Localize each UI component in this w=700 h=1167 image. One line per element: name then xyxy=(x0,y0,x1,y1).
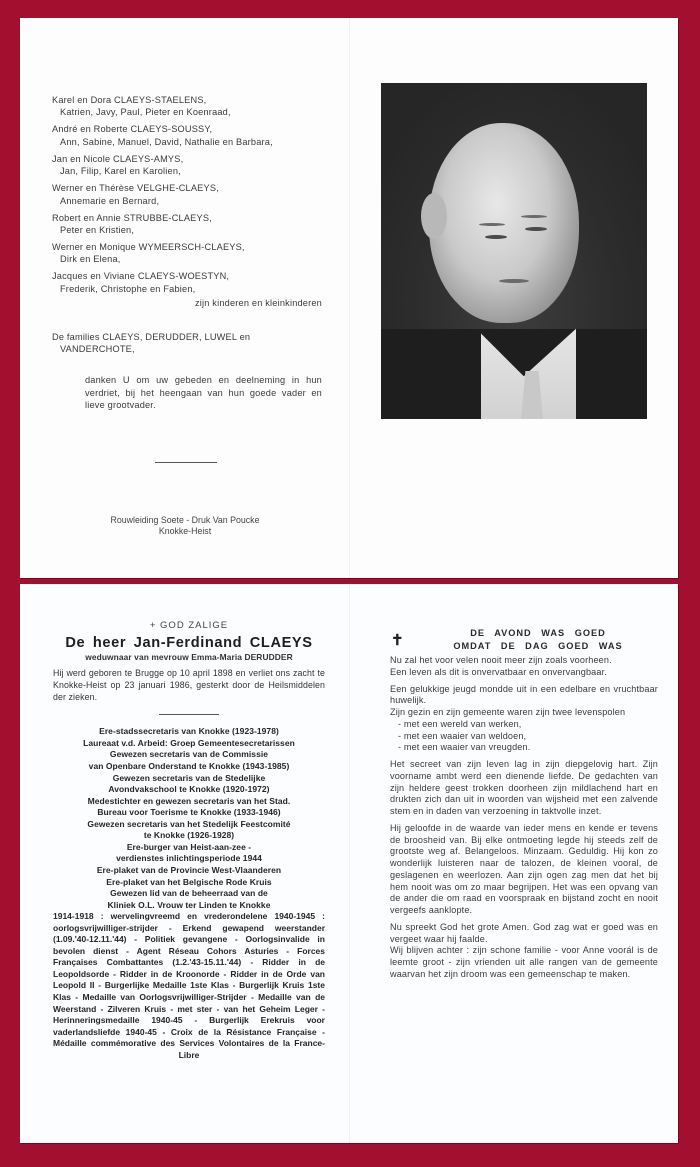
fold-line xyxy=(349,18,350,578)
career-line: Gewezen secretaris van de Commissie xyxy=(109,749,269,760)
career-line: Ere-burger van Heist-aan-zee - xyxy=(126,841,252,852)
poem-list xyxy=(390,719,658,754)
divider xyxy=(159,714,219,715)
family-group xyxy=(52,241,322,266)
fold-line xyxy=(349,584,350,1143)
career-line: Medestichter en gewezen secretaris van het Stad. xyxy=(87,795,291,806)
poem-paragraph: Nu zal het voor velen nooit meer zijn zoals voorheen. xyxy=(390,655,612,665)
memorial-card-outer-page xyxy=(20,584,678,1143)
poem-column xyxy=(390,627,658,986)
printer-line-2: Knokke-Heist xyxy=(158,525,212,536)
family-children: Frederik, Christophe en Fabien, xyxy=(60,283,196,294)
poem-header xyxy=(390,627,658,655)
career-line: verdienstes inlichtingsperiode 1944 xyxy=(116,853,262,864)
thanks-text: danken U om uw gebeden en deelneming in hun verdriet, bij het heengaan van hun goede vader en lieve grootvader. xyxy=(85,375,322,411)
career-line: Bureau voor Toerisme te Knokke (1933-1946) xyxy=(97,807,281,818)
poem-paragraph: Zijn gezin en zijn gemeente waren zijn twee levenspolen xyxy=(390,707,626,717)
career-line: Ere-plaket van het Belgische Rode Kruis xyxy=(106,876,272,887)
career-line: Avondvakschool te Knokke (1920-1972) xyxy=(108,784,270,795)
career-line: Gewezen secretaris van de Stedelijke xyxy=(112,772,266,783)
poem-text xyxy=(390,655,658,981)
photo-eye xyxy=(525,227,547,231)
portrait-photo xyxy=(381,83,647,419)
family-group xyxy=(52,182,322,207)
cross-icon: ✝ xyxy=(391,632,404,649)
family-parents: Werner en Monique WYMEERSCH-CLAEYS, xyxy=(52,242,245,253)
family-parents: André en Roberte CLAEYS-SOUSSY, xyxy=(52,124,213,135)
family-group xyxy=(52,212,322,237)
family-group xyxy=(52,123,322,148)
career-line: Ere-stadssecretaris van Knokke (1923-1978) xyxy=(99,726,279,737)
deceased-name: De heer Jan-Ferdinand CLAEYS xyxy=(65,635,313,651)
career-line: Gewezen secretaris van het Stedelijk Feestcomité xyxy=(87,818,291,829)
career-line: Laureaat v.d. Arbeid: Groep Gemeentesecretarissen xyxy=(83,737,295,748)
photo-brow xyxy=(479,223,505,226)
poem-list-item: - met een waaier van vreugden. xyxy=(398,742,658,754)
family-parents: Werner en Thérèse VELGHE-CLAEYS, xyxy=(52,183,219,194)
career-line: Kliniek O.L. Vrouw ter Linden te Knokke xyxy=(107,899,271,910)
poem-paragraph: Hij geloofde in de waarde van ieder mens en kende er tevens de broosheid van. Bij elke ontmoeting legde hij steeds zelf de grootste weg af. Belangeloos. Minzaam. Geduldig. Hij kon zo wonderlijk luisteren naar de talozen, de kleinen vooral, de geslagenen en weerlozen. Aan zijn ogen zag men dat het bij hem nooit was om zo maar begrijpen. Het was een opvang van de ander die om raad en voorspraak en bijstand zocht en nooit vergeefs aanklopte. xyxy=(390,822,658,915)
relatives xyxy=(52,331,322,356)
poem-title xyxy=(428,627,648,652)
family-children: Katrien, Javy, Paul, Pieter en Koenraad, xyxy=(60,107,231,118)
birth-death-text: Hij werd geboren te Brugge op 10 april 1898 en verliet ons zacht te Knokke-Heist op 23 januari 1986, gesterkt door de Heilsmiddelen der zieken. xyxy=(53,668,325,702)
family-group xyxy=(52,270,322,295)
poem-title-line-1: DE AVOND WAS GOED xyxy=(470,628,606,638)
photo-mouth xyxy=(499,279,529,283)
family-list xyxy=(52,94,322,310)
photo-ear xyxy=(421,193,447,239)
career-line: Gewezen lid van de beheerraad van de xyxy=(110,888,268,899)
career-line: van Openbare Onderstand te Knokke (1943-1985) xyxy=(88,761,290,772)
family-children: Jan, Filip, Karel en Karolien, xyxy=(60,166,181,177)
widower-line: weduwnaar van mevrouw Emma-Maria DERUDDER xyxy=(85,652,293,662)
family-children: Peter en Kristien, xyxy=(60,225,135,236)
relatives-line-2: VANDERCHOTE, xyxy=(60,344,135,355)
career-line: Ere-plaket van de Provincie West-Vlaanderen xyxy=(96,864,282,875)
printer-credit xyxy=(70,515,300,536)
memorial-card-inner-page xyxy=(20,18,678,578)
honors-text: 1914-1918 : wervelingvreemd en vrederondelene 1940-1945 : oorlogsvrijwilliger-strijder - Erkend gewapend weerstander (1.09.'40-12.11.'44) - Politiek gevangene - Oorlogsinvalide in bevolen dienst - Agent Réseau Cohors Asturies - Forces Françaises Combattantes (1.2.'43-15.11.'44) - Ridder in de Leopoldsorde - Ridder in de Kroonorde - Ridder in de Orde van Leopold II - Burgerlijke Medaille 1ste Klas - Burgerlijk Kruis 1ste Klas - Medaille van Oorlogsvrijwilliger-Strijder - Medaille van de Weerstand - Zilveren Kruis - met ster - van het Geheim Leger - Herinneringsmedaille 1940-45 - Burgerlijk Erekruis voor vaderlandsliefde 1940-45 - Croix de la Résistance Française - Médaille commémorative des Services Volontaires de la France-Libre xyxy=(53,911,325,1060)
career-list xyxy=(53,726,325,911)
family-children: Ann, Sabine, Manuel, David, Nathalie en Barbara, xyxy=(60,136,273,147)
obituary-column xyxy=(53,620,325,1061)
rip-heading: + GOD ZALIGE xyxy=(149,620,229,631)
poem-title-line-2: OMDAT DE DAG GOED WAS xyxy=(453,640,623,651)
poem-list-item: - met een waaier van weldoen, xyxy=(398,731,658,743)
career-line: te Knokke (1926-1928) xyxy=(143,830,235,841)
family-parents: Robert en Annie STRUBBE-CLAEYS, xyxy=(52,212,212,223)
family-parents: Jacques en Viviane CLAEYS-WOESTYN, xyxy=(52,271,230,282)
family-group xyxy=(52,153,322,178)
family-children: Annemarie en Bernard, xyxy=(60,195,160,206)
divider xyxy=(155,462,217,463)
poem-paragraph: Wij blijven achter : zijn schone familie - voor Anne voorál is de leemte groot - zijn vrienden uit alle rangen van de gemeente waarvan het zijn droom was een gemeenschap te maken. xyxy=(390,945,658,979)
family-group xyxy=(52,94,322,119)
poem-paragraph: Het secreet van zijn leven lag in zijn diepgelovig hart. Zijn voorname ambt werd een dienende liefde. De gedachten van zijn heldere geest trokken doorheen zijn mildlachend hart en drukten zich dan uit in woorden van wijsheid met een zalvende stem en in daden van verzoening in taktvolle inzet. xyxy=(390,759,658,816)
family-children: Dirk en Elena, xyxy=(60,254,121,265)
printer-line-1: Rouwleiding Soete - Druk Van Poucke xyxy=(110,515,260,525)
family-closing: zijn kinderen en kleinkinderen xyxy=(194,298,322,309)
photo-eye xyxy=(485,235,507,239)
family-parents: Jan en Nicole CLAEYS-AMYS, xyxy=(52,153,184,164)
photo-brow xyxy=(521,215,547,218)
poem-paragraph: Een gelukkige jeugd mondde uit in een edelbare en vruchtbaar huwelijk. xyxy=(390,683,658,706)
poem-paragraph: Een leven als dit is onvervatbaar en onvervangbaar. xyxy=(390,666,607,677)
relatives-line-1: De families CLAEYS, DERUDDER, LUWEL en xyxy=(52,332,251,342)
poem-list-item: - met een wereld van werken, xyxy=(398,719,658,731)
poem-paragraph: Nu spreekt God het grote Amen. God zag wat er goed was en vergeet waar hij faalde. xyxy=(390,921,658,944)
family-parents: Karel en Dora CLAEYS-STAELENS, xyxy=(52,95,207,105)
